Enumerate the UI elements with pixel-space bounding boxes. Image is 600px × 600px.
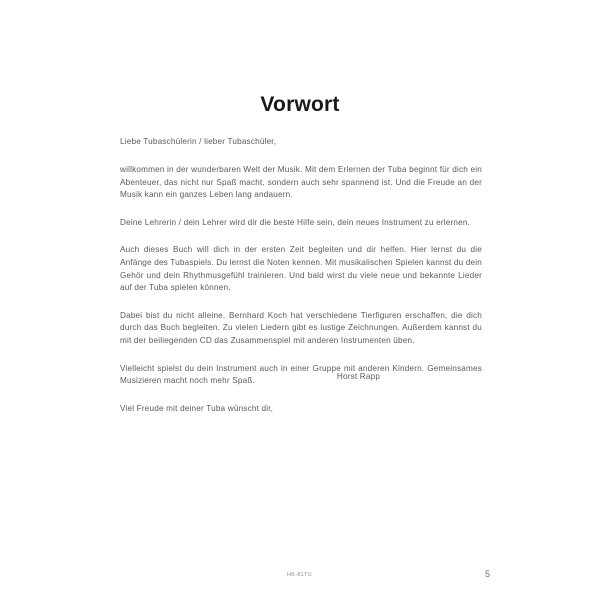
paragraph-closing: Viel Freude mit deiner Tuba wünscht dir,: [120, 403, 274, 413]
page-title: Vorwort: [260, 93, 340, 117]
paragraph-illustrations: Dabei bist du nicht alleine. Bernhard Koch hat verschiedene Tierfiguren erschaffen, die dich durch das Buch begleiten. Zu vielen Liedern gibt es lustige Zeichnungen. Außerdem kannst du mit der beiliegenden CD das Zusammenspiel mit anderen Instrumenten üben.: [120, 310, 482, 346]
paragraph-teacher: Deine Lehrerin / dein Lehrer wird dir die beste Hilfe sein, dein neues Instrument zu erlernen.: [120, 217, 471, 227]
footer-page-number: 5: [484, 569, 490, 579]
footer-edition-code: HK-81TU: [287, 572, 312, 578]
signature-name: Horst Rapp: [336, 372, 381, 381]
paragraph-salutation: Liebe Tubaschülerin / lieber Tubaschüler,: [120, 137, 277, 146]
paragraph-welcome: willkommen in der wunderbaren Welt der Musik. Mit dem Erlernen der Tuba beginnt für dich ein Abenteuer, das nicht nur Spaß macht, sondern auch sehr spannend ist. Und die Freude an der Musik kann ein ganzes Leben lang andauern.: [120, 164, 482, 200]
paragraph-group: Vielleicht spielst du dein Instrument auch in einer Gruppe mit anderen Kindern. Gemeinsames Musizieren macht noch mehr Spaß.: [120, 363, 482, 386]
paragraph-book: Auch dieses Buch will dich in der ersten Zeit begleiten und dir helfen. Hier lernst du die Anfänge des Tubaspiels. Du lernst die Noten kennen. Mit musikalischen Spielen kannst du dein Gehör und dein Rhythmusgefühl trainieren. Und bald wirst du viele neue und bekannte Lieder auf der Tuba spielen können.: [120, 244, 483, 293]
page-footer: [120, 569, 490, 586]
